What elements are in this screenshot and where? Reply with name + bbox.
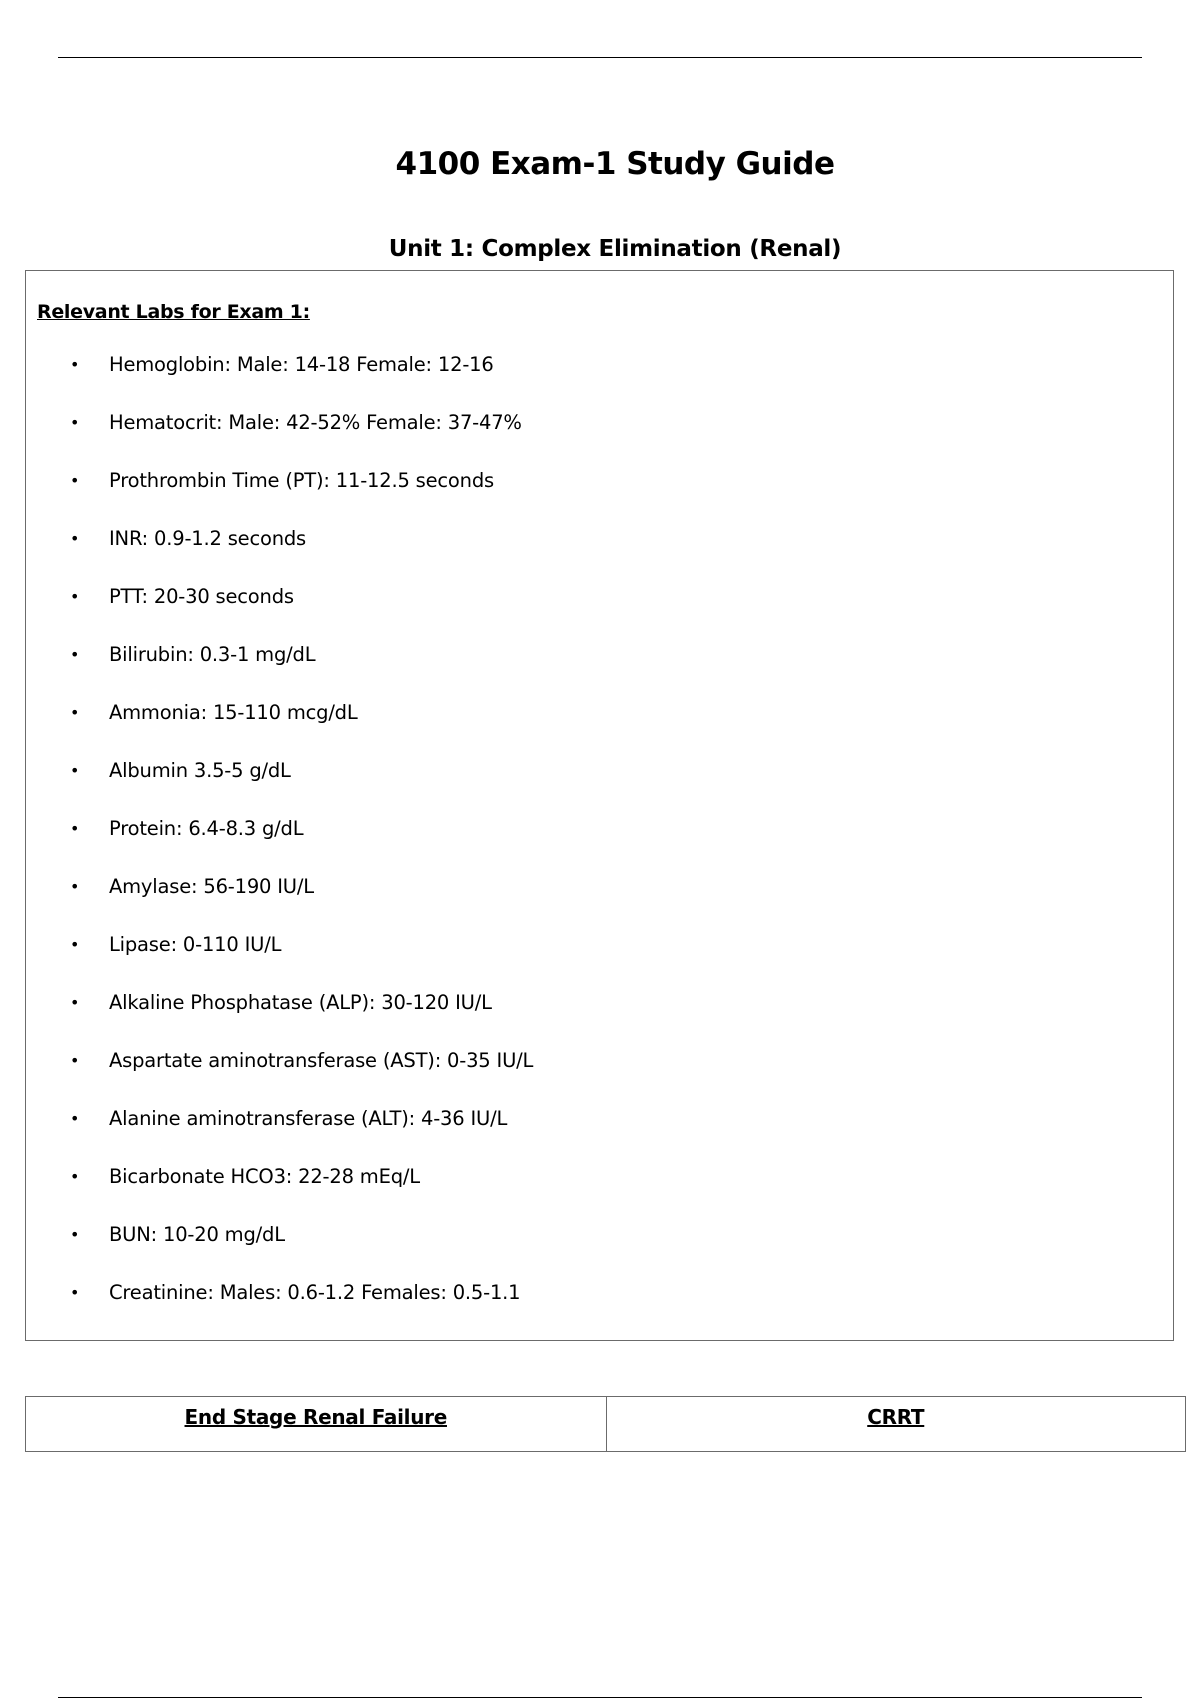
lab-item-text: Aspartate aminotransferase (AST): 0-35 IU/L [109, 1049, 534, 1072]
bullet-icon: • [70, 1167, 80, 1186]
list-item [26, 701, 533, 759]
list-item [26, 527, 533, 585]
footer-rule [58, 1697, 1142, 1698]
lab-item-text: Ammonia: 15-110 mcg/dL [109, 701, 358, 724]
list-item [26, 817, 533, 875]
lab-item-text: Hemoglobin: Male: 14-18 Female: 12-16 [109, 353, 494, 376]
lab-item-text: Bicarbonate HCO3: 22-28 mEq/L [109, 1165, 420, 1188]
bullet-icon: • [70, 587, 80, 606]
list-item [26, 585, 533, 643]
bullet-icon: • [70, 819, 80, 838]
list-item [26, 469, 533, 527]
lab-item-text: Lipase: 0-110 IU/L [109, 933, 282, 956]
bullet-icon: • [70, 993, 80, 1012]
lab-item-text: Albumin 3.5-5 g/dL [109, 759, 291, 782]
labs-heading: Relevant Labs for Exam 1: [37, 301, 310, 323]
bullet-icon: • [70, 471, 80, 490]
bullet-icon: • [70, 703, 80, 722]
bullet-icon: • [70, 1109, 80, 1128]
comparison-table [25, 1396, 1186, 1452]
bullet-icon: • [70, 1051, 80, 1070]
list-item [26, 1049, 533, 1107]
lab-item-text: Bilirubin: 0.3-1 mg/dL [109, 643, 316, 666]
bullet-icon: • [70, 413, 80, 432]
list-item [26, 991, 533, 1049]
lab-item-text: Creatinine: Males: 0.6-1.2 Females: 0.5-1.1 [109, 1281, 521, 1304]
bullet-icon: • [70, 761, 80, 780]
lab-item-text: Prothrombin Time (PT): 11-12.5 seconds [109, 469, 494, 492]
lab-item-text: INR: 0.9-1.2 seconds [109, 527, 307, 550]
page-title: 4100 Exam-1 Study Guide [395, 146, 835, 182]
labs-list [26, 353, 533, 1339]
list-item [26, 1165, 533, 1223]
bullet-icon: • [70, 529, 80, 548]
list-item [26, 411, 533, 469]
lab-item-text: BUN: 10-20 mg/dL [109, 1223, 285, 1246]
lab-item-text: Protein: 6.4-8.3 g/dL [109, 817, 304, 840]
table-header-end-stage-renal-failure: End Stage Renal Failure [184, 1405, 447, 1429]
list-item [26, 643, 533, 701]
lab-item-text: Alanine aminotransferase (ALT): 4-36 IU/L [109, 1107, 508, 1130]
list-item [26, 1107, 533, 1165]
list-item [26, 933, 533, 991]
header-rule [58, 57, 1142, 58]
list-item [26, 1223, 533, 1281]
list-item [26, 759, 533, 817]
lab-item-text: Alkaline Phosphatase (ALP): 30-120 IU/L [109, 991, 492, 1014]
list-item [26, 353, 533, 411]
bullet-icon: • [70, 877, 80, 896]
lab-item-text: Hematocrit: Male: 42-52% Female: 37-47% [109, 411, 522, 434]
unit-subtitle: Unit 1: Complex Elimination (Renal) [388, 236, 842, 262]
lab-item-text: PTT: 20-30 seconds [109, 585, 294, 608]
lab-item-text: Amylase: 56-190 IU/L [109, 875, 314, 898]
labs-box [25, 270, 1174, 1341]
bullet-icon: • [70, 645, 80, 664]
bullet-icon: • [70, 355, 80, 374]
bullet-icon: • [70, 935, 80, 954]
table-header-crrt: CRRT [606, 1397, 1186, 1451]
bullet-icon: • [70, 1283, 80, 1302]
bullet-icon: • [70, 1225, 80, 1244]
list-item [26, 875, 533, 933]
list-item [26, 1281, 533, 1339]
